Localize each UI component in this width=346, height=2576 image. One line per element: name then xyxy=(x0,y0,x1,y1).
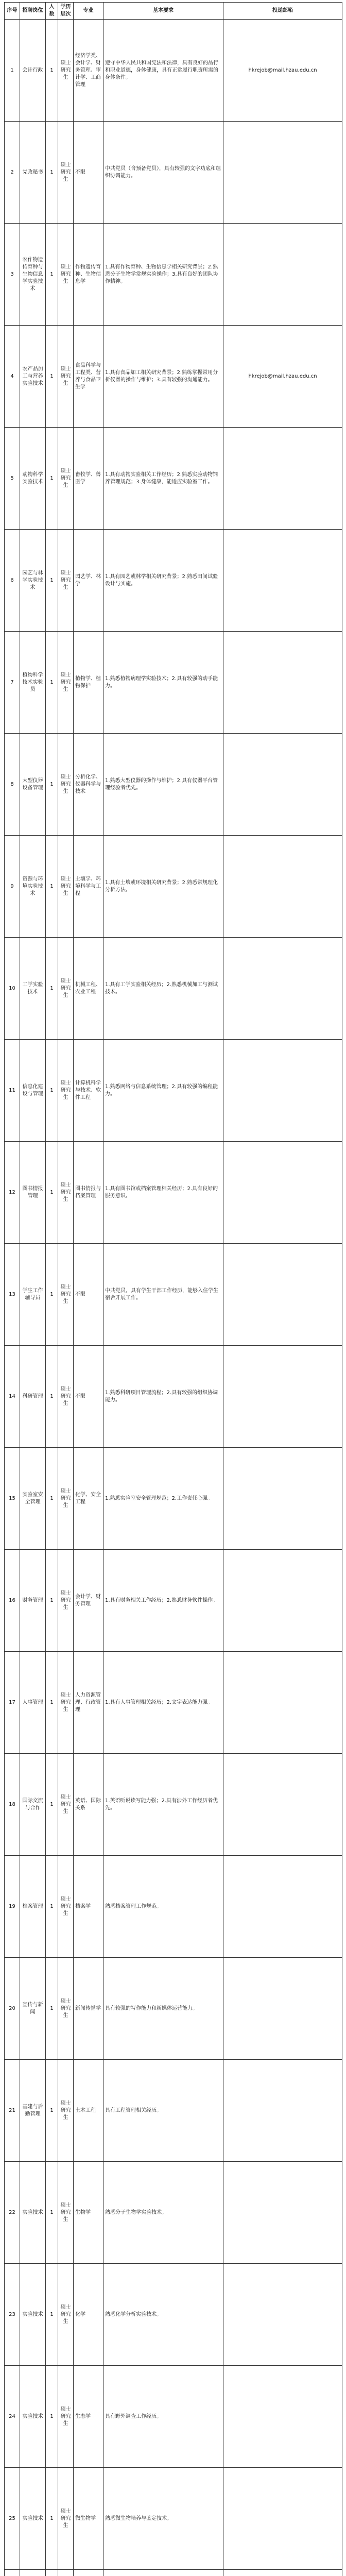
cell-post: 图书情报管理 xyxy=(20,1142,46,1244)
cell-post: 园艺与林学实验技术 xyxy=(20,530,46,632)
cell-requirements: 1.具有动物实验相关工作经历；2.熟悉实验动物饲养管理规范；3.身体健康，能适应实验室工作。 xyxy=(103,428,223,530)
cell-count: 1 xyxy=(46,938,58,1040)
cell-major: 食品科学与工程类、营养与食品卫生学 xyxy=(74,326,103,428)
cell-post: 农产品加工与营养实验技术 xyxy=(20,326,46,428)
header-edu: 学历层次 xyxy=(58,3,74,20)
table-row xyxy=(5,20,342,122)
table-row xyxy=(5,2060,342,2162)
cell-count: 1 xyxy=(46,1958,58,2060)
cell-edu: 硕士研究生 xyxy=(58,938,74,1040)
cell-email[interactable]: hkrejob@mail.hzau.edu.cn xyxy=(223,20,342,122)
cell-major: 园艺学、林学 xyxy=(74,530,103,632)
header-post: 招聘岗位 xyxy=(20,3,46,20)
cell-count: 1 xyxy=(46,2366,58,2468)
cell-major: 土壤学、环境科学与工程 xyxy=(74,836,103,938)
cell-major xyxy=(74,2570,103,2576)
table-row xyxy=(5,2162,342,2264)
cell-major: 档案学 xyxy=(74,1856,103,1958)
cell-edu: 硕士研究生 xyxy=(58,2162,74,2264)
cell-post: 人事管理 xyxy=(20,1652,46,1754)
cell-count: 1 xyxy=(46,1754,58,1856)
cell-requirements: 具有工程管理相关经历。 xyxy=(103,2060,223,2162)
cell-edu: 硕士研究生 xyxy=(58,530,74,632)
header-no: 序号 xyxy=(5,3,20,20)
cell-email xyxy=(223,1142,342,1244)
cell-post xyxy=(20,2570,46,2576)
cell-major: 新闻传播学 xyxy=(74,1958,103,2060)
cell-requirements xyxy=(103,2570,223,2576)
cell-edu: 硕士研究生 xyxy=(58,2264,74,2366)
cell-post: 大型仪器设备管理 xyxy=(20,734,46,836)
table-row xyxy=(5,2366,342,2468)
table-row xyxy=(5,1448,342,1550)
cell-requirements: 1.具有图书馆或档案管理相关经历；2.具有良好的服务意识。 xyxy=(103,1142,223,1244)
cell-no: 4 xyxy=(5,326,20,428)
cell-count: 1 xyxy=(46,326,58,428)
cell-no: 8 xyxy=(5,734,20,836)
cell-count: 1 xyxy=(46,1142,58,1244)
table-row xyxy=(5,734,342,836)
cell-requirements: 1.熟悉大型仪器的操作与维护；2.具有仪器平台管理经验者优先。 xyxy=(103,734,223,836)
cell-edu: 硕士研究生 xyxy=(58,1244,74,1346)
cell-email xyxy=(223,1346,342,1448)
table-row xyxy=(5,1856,342,1958)
cell-no: 9 xyxy=(5,836,20,938)
cell-no: 2 xyxy=(5,122,20,224)
table-row xyxy=(5,1550,342,1652)
cell-requirements: 1.熟悉科研项目管理流程；2.具有较强的组织协调能力。 xyxy=(103,1346,223,1448)
cell-count: 1 xyxy=(46,632,58,734)
cell-post: 档案管理 xyxy=(20,1856,46,1958)
cell-email xyxy=(223,2366,342,2468)
cell-requirements: 熟悉分子生物学实验技术。 xyxy=(103,2162,223,2264)
cell-edu: 硕士研究生 xyxy=(58,1550,74,1652)
cell-post: 实验技术 xyxy=(20,2264,46,2366)
table-row xyxy=(5,1652,342,1754)
cell-email xyxy=(223,2468,342,2570)
cell-major: 微生物学 xyxy=(74,2468,103,2570)
cell-email xyxy=(223,632,342,734)
cell-major: 土木工程 xyxy=(74,2060,103,2162)
header-count: 人数 xyxy=(46,3,58,20)
cell-no: 16 xyxy=(5,1550,20,1652)
table-row xyxy=(5,326,342,428)
cell-count: 1 xyxy=(46,1856,58,1958)
cell-post: 基建与后勤管理 xyxy=(20,2060,46,2162)
cell-email xyxy=(223,1856,342,1958)
cell-edu: 硕士研究生 xyxy=(58,1142,74,1244)
cell-email xyxy=(223,224,342,326)
cell-no: 7 xyxy=(5,632,20,734)
cell-no: 23 xyxy=(5,2264,20,2366)
cell-email xyxy=(223,2162,342,2264)
cell-count: 1 xyxy=(46,224,58,326)
cell-post: 会计行政 xyxy=(20,20,46,122)
cell-post: 学生工作辅导员 xyxy=(20,1244,46,1346)
cell-edu: 硕士研究生 xyxy=(58,428,74,530)
table-row xyxy=(5,1142,342,1244)
cell-no: 3 xyxy=(5,224,20,326)
cell-no: 20 xyxy=(5,1958,20,2060)
header-req: 基本要求 xyxy=(103,3,223,20)
cell-major: 植物学、植物保护 xyxy=(74,632,103,734)
cell-edu: 硕士研究生 xyxy=(58,2366,74,2468)
cell-post: 信息化建设与管理 xyxy=(20,1040,46,1142)
cell-count: 1 xyxy=(46,2264,58,2366)
cell-no: 6 xyxy=(5,530,20,632)
cell-post: 植物科学技术实验员 xyxy=(20,632,46,734)
cell-major: 计算机科学与技术、软件工程 xyxy=(74,1040,103,1142)
table-row xyxy=(5,938,342,1040)
cell-email xyxy=(223,938,342,1040)
cell-no: 12 xyxy=(5,1142,20,1244)
cell-email xyxy=(223,1652,342,1754)
cell-count: 1 xyxy=(46,428,58,530)
cell-edu: 硕士研究生 xyxy=(58,1040,74,1142)
cell-major: 不限 xyxy=(74,122,103,224)
cell-count: 1 xyxy=(46,122,58,224)
cell-major: 分析化学、仪器科学与技术 xyxy=(74,734,103,836)
cell-post: 农作物遗传育种与生物信息学实验技术 xyxy=(20,224,46,326)
cell-edu: 硕士研究生 xyxy=(58,122,74,224)
cell-email xyxy=(223,2264,342,2366)
cell-no: 1 xyxy=(5,20,20,122)
cell-post: 资源与环境实验技术 xyxy=(20,836,46,938)
table-row xyxy=(5,2570,342,2576)
cell-email xyxy=(223,2060,342,2162)
cell-requirements: 1.具有人事管理相关经历；2.文字表达能力强。 xyxy=(103,1652,223,1754)
cell-requirements: 1.具有园艺或林学相关研究背景；2.熟悉田间试验设计与实施。 xyxy=(103,530,223,632)
cell-edu: 硕士研究生 xyxy=(58,1754,74,1856)
cell-major: 机械工程、农业工程 xyxy=(74,938,103,1040)
cell-count: 1 xyxy=(46,1346,58,1448)
cell-email xyxy=(223,2570,342,2576)
cell-no: 13 xyxy=(5,1244,20,1346)
cell-email xyxy=(223,122,342,224)
cell-requirements: 熟悉化学分析实验技术。 xyxy=(103,2264,223,2366)
cell-requirements: 1.熟悉实验室安全管理规范；2.工作责任心强。 xyxy=(103,1448,223,1550)
cell-post: 科研管理 xyxy=(20,1346,46,1448)
table-row xyxy=(5,1958,342,2060)
recruitment-table xyxy=(4,2,342,2576)
cell-major: 作物遗传育种、生物信息学 xyxy=(74,224,103,326)
cell-no: 17 xyxy=(5,1652,20,1754)
cell-major: 不限 xyxy=(74,1244,103,1346)
cell-requirements: 具有较强的写作能力和新媒体运营能力。 xyxy=(103,1958,223,2060)
cell-count: 1 xyxy=(46,836,58,938)
cell-no: 5 xyxy=(5,428,20,530)
cell-requirements: 具有野外调查工作经历。 xyxy=(103,2366,223,2468)
cell-count: 1 xyxy=(46,1040,58,1142)
cell-edu: 硕士研究生 xyxy=(58,20,74,122)
cell-edu: 硕士研究生 xyxy=(58,734,74,836)
cell-major: 生态学 xyxy=(74,2366,103,2468)
table-row xyxy=(5,836,342,938)
cell-requirements: 1.具有工学实验相关经历；2.熟悉机械加工与测试技术。 xyxy=(103,938,223,1040)
cell-major: 畜牧学、兽医学 xyxy=(74,428,103,530)
cell-email xyxy=(223,1754,342,1856)
cell-major: 经济学类、会计学、财务管理、审计学、工商管理 xyxy=(74,20,103,122)
cell-requirements: 1.具有食品加工相关研究背景；2.熟练掌握常用分析仪器的操作与维护；3.具有较强的沟通能力。 xyxy=(103,326,223,428)
table-row xyxy=(5,1040,342,1142)
cell-post: 党政秘书 xyxy=(20,122,46,224)
cell-count: 1 xyxy=(46,2060,58,2162)
cell-post: 工学实验技术 xyxy=(20,938,46,1040)
cell-email xyxy=(223,530,342,632)
table-row xyxy=(5,2468,342,2570)
cell-edu: 硕士研究生 xyxy=(58,2468,74,2570)
cell-requirements: 1.英语听说读写能力强；2.具有涉外工作经历者优先。 xyxy=(103,1754,223,1856)
cell-count: 1 xyxy=(46,2468,58,2570)
table-header-row xyxy=(5,3,342,20)
cell-major: 化学、安全工程 xyxy=(74,1448,103,1550)
cell-edu: 硕士研究生 xyxy=(58,1958,74,2060)
cell-no: 18 xyxy=(5,1754,20,1856)
cell-major: 不限 xyxy=(74,1346,103,1448)
cell-post: 实验室安全管理 xyxy=(20,1448,46,1550)
cell-edu: 硕士研究生 xyxy=(58,1652,74,1754)
cell-count: 1 xyxy=(46,1448,58,1550)
cell-no: 14 xyxy=(5,1346,20,1448)
cell-major: 图书情报与档案管理 xyxy=(74,1142,103,1244)
table-row xyxy=(5,224,342,326)
cell-requirements: 中共党员，具有学生干部工作经历，能够入住学生宿舍开展工作。 xyxy=(103,1244,223,1346)
table-row xyxy=(5,122,342,224)
cell-count: 1 xyxy=(46,734,58,836)
header-email: 投递邮箱 xyxy=(223,3,342,20)
cell-requirements: 中共党员（含预备党员），具有较强的文字功底和组织协调能力。 xyxy=(103,122,223,224)
cell-requirements: 1.具有作物育种、生物信息学相关研究背景；2.熟悉分子生物学常规实验操作；3.具有良好的团队协作精神。 xyxy=(103,224,223,326)
cell-edu: 硕士研究生 xyxy=(58,1346,74,1448)
cell-post: 财务管理 xyxy=(20,1550,46,1652)
cell-email xyxy=(223,734,342,836)
cell-no: 25 xyxy=(5,2468,20,2570)
cell-requirements: 遵守中华人民共和国宪法和法律，具有良好的品行和职业道德，身体健康，具有正常履行职责所需的身体条件。 xyxy=(103,20,223,122)
cell-edu: 硕士研究生 xyxy=(58,836,74,938)
cell-requirements: 熟悉档案管理工作规范。 xyxy=(103,1856,223,1958)
cell-edu: 硕士研究生 xyxy=(58,1856,74,1958)
cell-post: 动物科学实验技术 xyxy=(20,428,46,530)
cell-edu: 硕士研究生 xyxy=(58,2060,74,2162)
table-row xyxy=(5,1346,342,1448)
cell-count: 1 xyxy=(46,1550,58,1652)
cell-email[interactable]: hkrejob@mail.hzau.edu.cn xyxy=(223,326,342,428)
table-row xyxy=(5,1244,342,1346)
cell-no: 15 xyxy=(5,1448,20,1550)
cell-post: 宣传与新闻 xyxy=(20,1958,46,2060)
cell-no: 24 xyxy=(5,2366,20,2468)
table-row xyxy=(5,1754,342,1856)
cell-no: 21 xyxy=(5,2060,20,2162)
cell-edu: 硕士研究生 xyxy=(58,632,74,734)
cell-email xyxy=(223,1244,342,1346)
cell-email xyxy=(223,1550,342,1652)
cell-requirements: 熟悉微生物培养与鉴定技术。 xyxy=(103,2468,223,2570)
header-major: 专业 xyxy=(74,3,103,20)
cell-major: 生物学 xyxy=(74,2162,103,2264)
cell-email xyxy=(223,1040,342,1142)
cell-major: 英语、国际关系 xyxy=(74,1754,103,1856)
cell-count: 1 xyxy=(46,1652,58,1754)
cell-no xyxy=(5,2570,20,2576)
cell-no: 11 xyxy=(5,1040,20,1142)
cell-major: 会计学、财务管理 xyxy=(74,1550,103,1652)
cell-email xyxy=(223,1448,342,1550)
cell-edu: 硕士研究生 xyxy=(58,224,74,326)
cell-major: 化学 xyxy=(74,2264,103,2366)
cell-post: 国际交流与合作 xyxy=(20,1754,46,1856)
cell-post: 实验技术 xyxy=(20,2366,46,2468)
cell-email xyxy=(223,428,342,530)
cell-no: 10 xyxy=(5,938,20,1040)
cell-post: 实验技术 xyxy=(20,2162,46,2264)
cell-edu: 硕士研究生 xyxy=(58,1448,74,1550)
table-row xyxy=(5,2264,342,2366)
cell-requirements: 1.熟悉网络与信息系统管理；2.具有较强的编程能力。 xyxy=(103,1040,223,1142)
table-row xyxy=(5,632,342,734)
cell-requirements: 1.具有土壤或环境相关研究背景；2.熟悉常规理化分析方法。 xyxy=(103,836,223,938)
cell-edu xyxy=(58,2570,74,2576)
table-row xyxy=(5,428,342,530)
cell-edu: 硕士研究生 xyxy=(58,326,74,428)
cell-requirements: 1.具有财务相关工作经历；2.熟悉财务软件操作。 xyxy=(103,1550,223,1652)
cell-count xyxy=(46,2570,58,2576)
cell-count: 1 xyxy=(46,2162,58,2264)
cell-no: 22 xyxy=(5,2162,20,2264)
cell-count: 1 xyxy=(46,530,58,632)
cell-major: 人力资源管理、行政管理 xyxy=(74,1652,103,1754)
cell-count: 1 xyxy=(46,20,58,122)
cell-post: 实验技术 xyxy=(20,2468,46,2570)
cell-email xyxy=(223,1958,342,2060)
cell-email xyxy=(223,836,342,938)
cell-count: 1 xyxy=(46,1244,58,1346)
cell-requirements: 1.熟悉植物病理学实验技术；2.具有较强的动手能力。 xyxy=(103,632,223,734)
cell-no: 19 xyxy=(5,1856,20,1958)
table-row xyxy=(5,530,342,632)
